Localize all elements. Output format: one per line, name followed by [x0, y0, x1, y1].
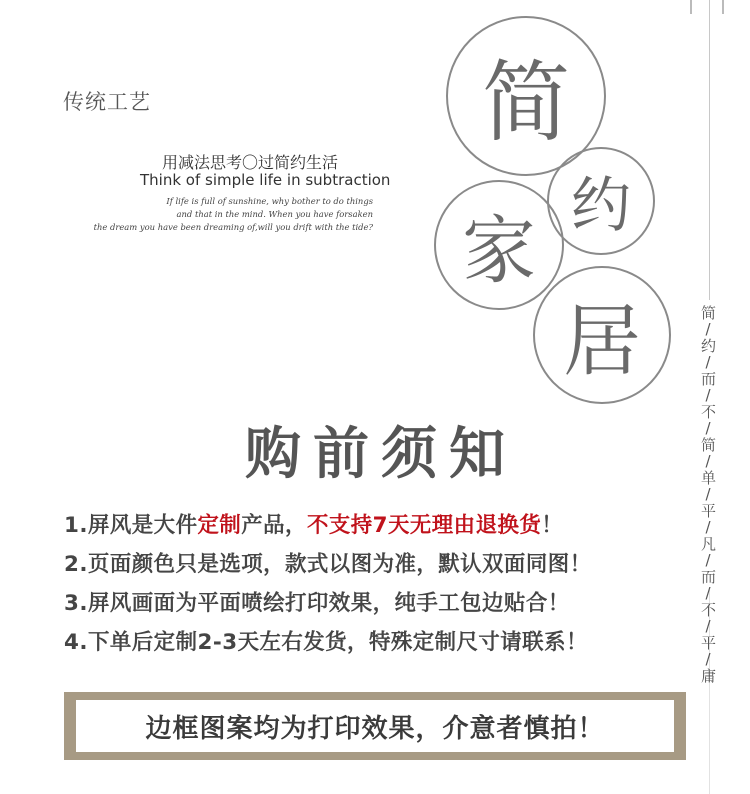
circle-char-jian: 简: [446, 16, 606, 176]
rule-item: 2.页面颜色只是选项，款式以图为准，默认双面同图！: [64, 552, 592, 577]
side-vertical-text: 简/约/而/不/简/单/平/凡/而/不/平/庸: [699, 305, 717, 683]
rule-text: 1.屏风是大件: [64, 513, 198, 538]
english-quote: [53, 195, 373, 234]
corner-mark: [690, 0, 692, 14]
english-quote-line: If life is full of sunshine, why bother to do things: [166, 196, 373, 206]
circle-char-ju: 居: [533, 266, 671, 404]
craft-label: 传统工艺: [63, 90, 151, 114]
rule-highlight: 不支持7天无理由退换货: [306, 513, 542, 538]
circle-char-jia: 家: [434, 180, 564, 310]
rule-item: [64, 506, 704, 545]
rule-item: 4.下单后定制2-3天左右发货，特殊定制尺寸请联系！: [64, 630, 588, 655]
print-effect-banner: [64, 692, 686, 760]
notice-title: 购前须知: [245, 422, 517, 487]
slogan-english: Think of simple life in subtraction: [140, 171, 391, 189]
circle-char-yue: 约: [547, 147, 655, 255]
rule-text: ！: [541, 513, 564, 538]
rule-text: 产品，: [241, 513, 307, 538]
rule-highlight: 定制: [197, 513, 242, 538]
banner-text: 边框图案均为打印效果，介意者慎拍！: [76, 700, 674, 752]
english-quote-line: the dream you have been dreaming of,will you drift with the tide?: [93, 222, 373, 232]
english-quote-line: and that in the mind. When you have forsaken: [176, 209, 373, 219]
notice-rules: [64, 506, 704, 662]
corner-mark: [722, 0, 724, 14]
side-divider-line: [709, 0, 710, 300]
rule-item: 3.屏风画面为平面喷绘打印效果，纯手工包边贴合！: [64, 591, 570, 616]
slogan-chinese: 用减法思考〇过简约生活: [162, 153, 339, 172]
